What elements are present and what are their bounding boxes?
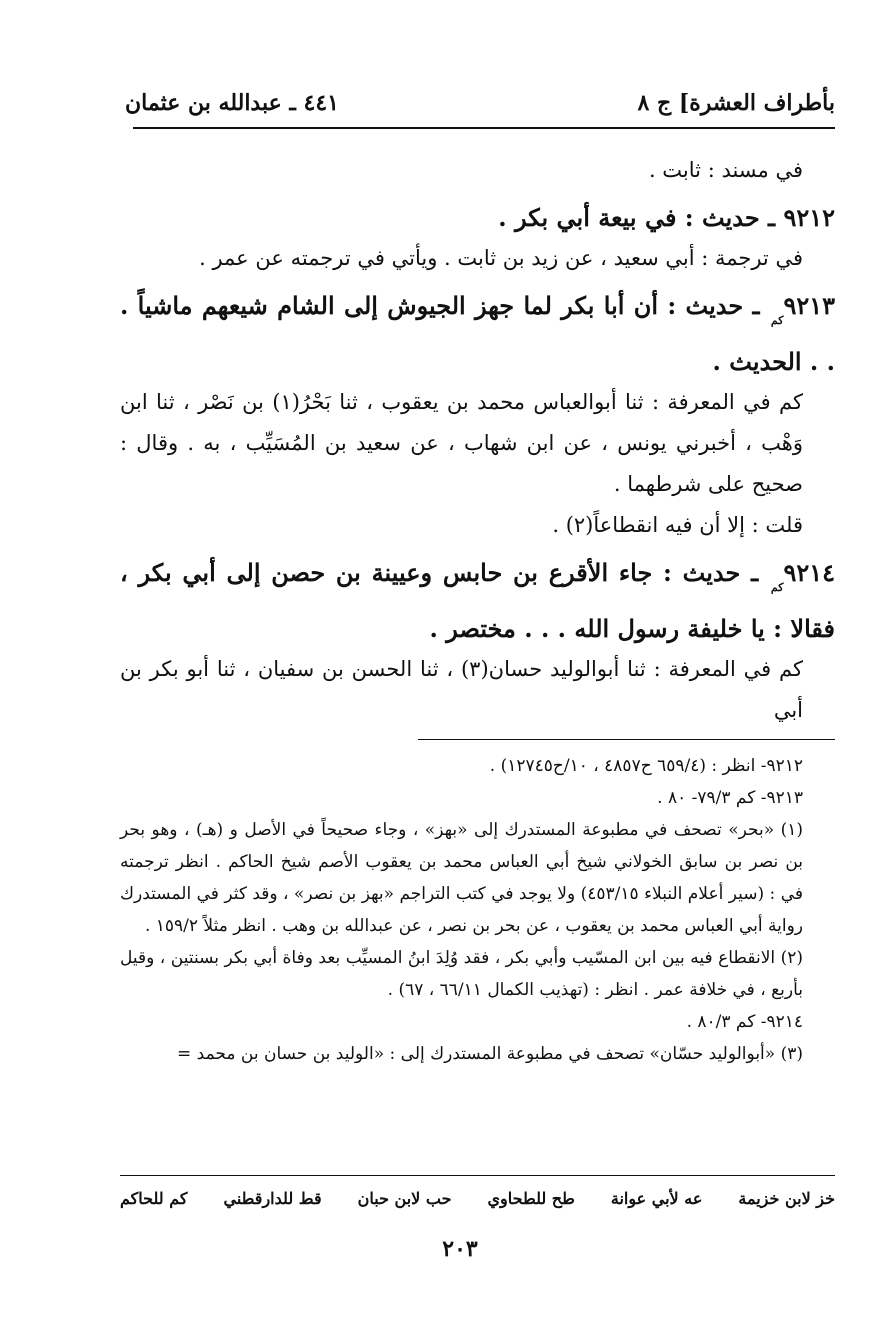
paragraph-text: كم في المعرفة : ثنا أبوالعباس محمد بن يعقوب ، ثنا بَحْرُ(١) بن نَصْر ، ثنا ابن وَهْب ، أخبرني يونس ، عن ابن شهاب ، عن سعيد بن المُسَيِّب ، به . وقال : صحيح على شرطهما .: [120, 390, 803, 496]
entry-text: ـ حديث : جاء الأقرع بن حابس وعيينة بن حصن إلى أبي بكر ، فقالا : يا خليفة رسول الله . . . مختصر .: [120, 558, 835, 643]
entry-text: ـ حديث : أن أبا بكر لما جهز الجيوش إلى الشام شيعهم ماشياً . . . الحديث .: [120, 291, 835, 376]
main-text: [120, 150, 835, 731]
hadith-entry-9213: [120, 285, 835, 382]
abbreviations-key: [120, 1186, 835, 1212]
hadith-entry-9212: [120, 197, 835, 238]
footnote-separator: [418, 739, 835, 740]
footnotes: [120, 750, 835, 1070]
abbreviations-rule: [120, 1175, 835, 1176]
paragraph: [120, 238, 835, 279]
paragraph-text: كم في المعرفة : ثنا أبوالوليد حسان(٣) ، ثنا الحسن بن سفيان ، ثنا أبو بكر بن أبي: [120, 657, 803, 722]
paragraph: [120, 150, 835, 191]
entry-number: ٩٢١٢: [783, 203, 835, 232]
abbreviation-item: خز لابن خزيمة: [738, 1189, 835, 1208]
abbreviation-item: حب لابن حبان: [357, 1189, 452, 1208]
hadith-entry-9214: [120, 552, 835, 649]
abbreviation-item: كم للحاكم: [120, 1189, 188, 1208]
header-rule: [133, 127, 835, 129]
footnote: ٩٢١٤- كم ٨٠/٣ .: [686, 1012, 803, 1032]
entry-number: ٩٢١٤: [783, 558, 835, 587]
footnote: (١) «بحر» تصحف في مطبوعة المستدرك إلى «بهز» ، وجاء صحيحاً في الأصل و (هـ) ، وهو بحر بن نصر بن سابق الخولاني شيخ أبي العباس محمد بن يعقوب الأصم شيخ الحاكم . انظر ترجمته في : (سير أعلام النبلاء ٤٥٣/١٥) ولا يوجد في كتب التراجم «بهز بن نصر» ، وقد كثر في المستدرك رواية أبي العباس محمد بن يعقوب ، عن بحر بن نصر ، عن عبدالله بن وهب . انظر مثلاً ١٥٩/٢ .: [120, 820, 804, 936]
footnote: ٩٢١٢- انظر : (٦٥٩/٤ ح٤٨٥٧ ، ١٠/ح١٢٧٤٥) .: [489, 756, 803, 776]
header-section-title: ٤٤١ ـ عبدالله بن عثمان: [125, 90, 339, 116]
paragraph-text: في مسند : ثابت .: [648, 158, 803, 182]
entry-text: ـ حديث : في بيعة أبي بكر .: [498, 203, 776, 232]
abbreviation-item: عه لأبي عوانة: [610, 1189, 703, 1208]
paragraph: [120, 649, 835, 731]
running-header: [125, 80, 835, 116]
header-book-title: بأطراف العشرة] ج ٨: [637, 90, 835, 116]
abbreviation-item: قط للدارقطني: [223, 1189, 322, 1208]
entry-number: ٩٢١٣: [783, 291, 836, 320]
source-code: كم: [770, 581, 784, 594]
paragraph-text: قلت : إلا أن فيه انقطاعاً(٢) .: [552, 513, 803, 537]
paragraph: [120, 505, 835, 546]
footnote: ٩٢١٣- كم ٧٩/٣- ٨٠ .: [657, 788, 803, 808]
abbreviation-item: طح للطحاوي: [487, 1189, 575, 1208]
paragraph: [120, 382, 835, 505]
paragraph-text: في ترجمة : أبي سعيد ، عن زيد بن ثابت . ويأتي في ترجمته عن عمر .: [199, 246, 803, 270]
footnote: (٣) «أبوالوليد حسّان» تصحف في مطبوعة المستدرك إلى : «الوليد بن حسان بن محمد =: [177, 1044, 803, 1064]
source-code: كم: [770, 314, 784, 327]
footnote: (٢) الانقطاع فيه بين ابن المسّيب وأبي بكر ، فقد وُلِدَ ابنُ المسيِّب بعد وفاة أبي بكر بسنتين ، وقيل بأربع ، في خلافة عمر . انظر : (تهذيب الكمال ٦٦/١١ ، ٦٧) .: [120, 948, 803, 1000]
page-number: ٢٠٣: [442, 1236, 478, 1262]
